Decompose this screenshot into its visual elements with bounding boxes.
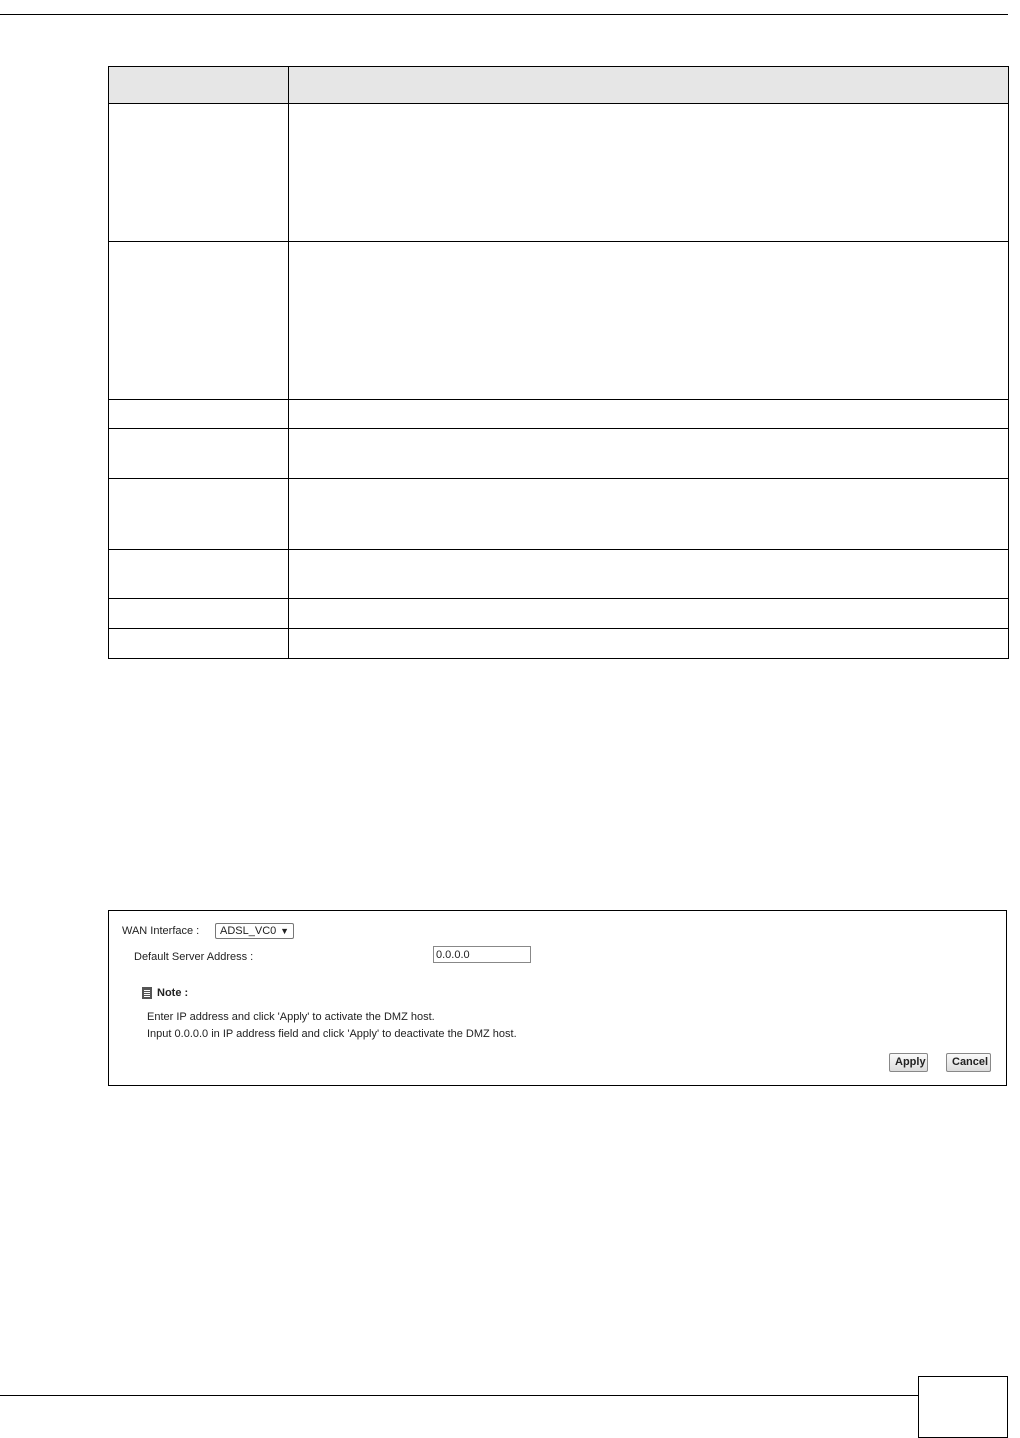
table-row bbox=[109, 104, 1009, 242]
dmz-screen-panel bbox=[108, 910, 1007, 1086]
wan-interface-select[interactable] bbox=[215, 923, 294, 939]
table-header-cell bbox=[289, 67, 1009, 104]
note-text-line: Enter IP address and click 'Apply' to activate the DMZ host. bbox=[147, 1011, 435, 1023]
table-header-cell bbox=[109, 67, 289, 104]
table-row bbox=[109, 400, 1009, 429]
table-row bbox=[109, 599, 1009, 629]
page-number-box bbox=[918, 1376, 1008, 1438]
table-row bbox=[109, 242, 1009, 400]
cancel-button[interactable]: Cancel bbox=[946, 1053, 991, 1072]
footer-rule bbox=[0, 1395, 918, 1396]
description-table bbox=[108, 66, 1009, 659]
table-row bbox=[109, 550, 1009, 599]
wan-interface-label: WAN Interface : bbox=[122, 925, 200, 937]
dropdown-arrow-icon: ▼ bbox=[280, 926, 289, 936]
note-icon bbox=[142, 987, 152, 999]
wan-interface-value: ADSL_VC0 bbox=[220, 925, 277, 937]
default-server-address-input[interactable] bbox=[433, 946, 531, 963]
note-label: Note : bbox=[157, 987, 189, 999]
table-row bbox=[109, 429, 1009, 479]
header-rule bbox=[0, 14, 1008, 15]
note-text-line: Input 0.0.0.0 in IP address field and click 'Apply' to deactivate the DMZ host. bbox=[147, 1028, 517, 1040]
table-row bbox=[109, 629, 1009, 659]
apply-button[interactable]: Apply bbox=[889, 1053, 928, 1072]
table-header-row bbox=[109, 67, 1009, 104]
table-row bbox=[109, 479, 1009, 550]
default-server-address-label: Default Server Address : bbox=[134, 951, 254, 963]
